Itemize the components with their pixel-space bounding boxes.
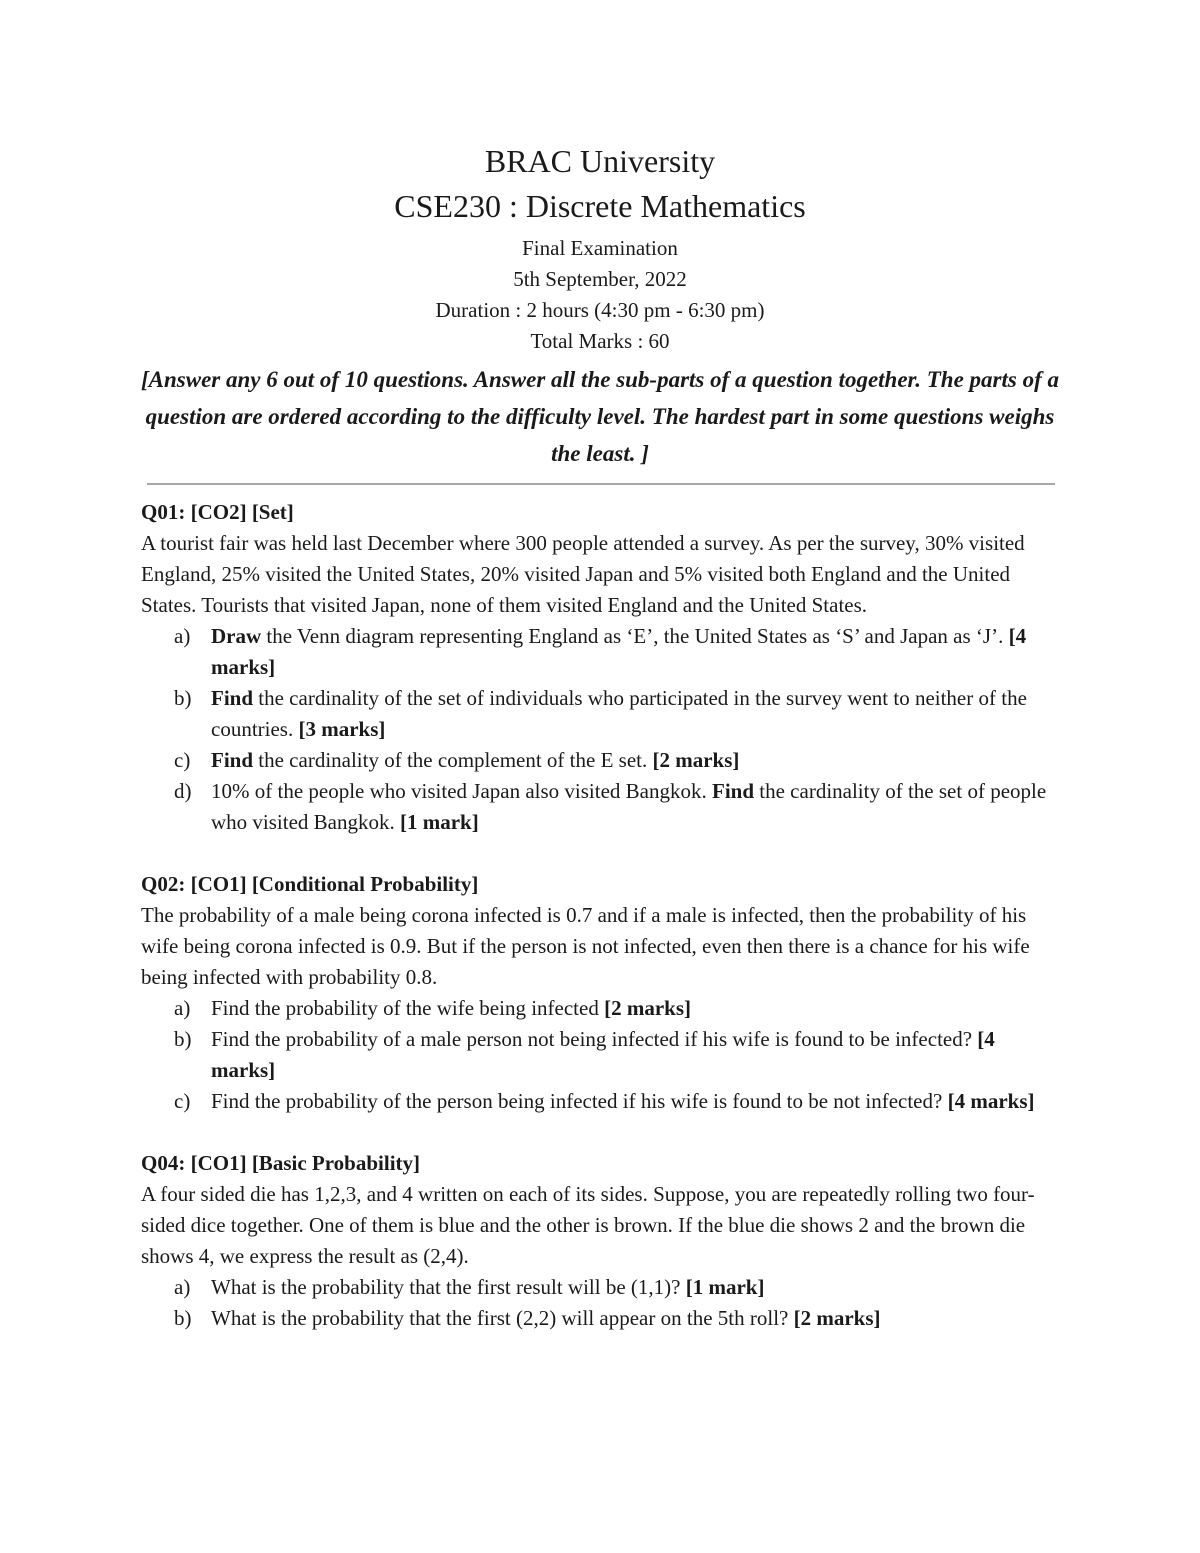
part-label: d) (174, 779, 192, 803)
part-text: What is the probability that the first result will be (1,1)? (211, 1275, 686, 1299)
part-label: a) (174, 996, 191, 1020)
question-q02 (141, 869, 1061, 1117)
part-marks: [2 marks] (604, 996, 691, 1020)
question-title: Q04: [CO1] [Basic Probability] (141, 1151, 421, 1175)
question-part (141, 1272, 1061, 1303)
part-text: the cardinality of the set of individuals who participated in the survey went to neither of the countries. (211, 686, 1027, 741)
question-q01 (141, 497, 1061, 838)
question-part (141, 1086, 1061, 1117)
part-label: b) (174, 686, 192, 710)
question-title: Q01: [CO2] [Set] (141, 500, 294, 524)
exam-name: Final Examination (522, 236, 678, 260)
question-part (141, 683, 1061, 745)
part-pre-text: 10% of the people who visited Japan also visited Bangkok. (211, 779, 712, 803)
question-part (141, 621, 1061, 683)
part-label: a) (174, 1275, 191, 1299)
part-text: the cardinality of the complement of the E set. (253, 748, 653, 772)
part-marks: [2 marks] (652, 748, 740, 772)
part-label: b) (174, 1027, 192, 1051)
question-text: A four sided die has 1,2,3, and 4 written on each of its sides. Suppose, you are repeatedly rolling two four-sided dice together. One of them is blue and the other is brown. If the blue die shows 2 and the brown die shows 4, we express the result as (2,4). (141, 1182, 1035, 1268)
question-q04 (141, 1148, 1061, 1334)
course-title: CSE230 : Discrete Mathematics (394, 188, 806, 224)
part-text: the cardinality of the set of people who visited Bangkok. (211, 779, 1047, 834)
part-text: Find the probability of a male person not being infected if his wife is found to be infected? (211, 1027, 978, 1051)
question-title: Q02: [CO1] [Conditional Probability] (141, 872, 479, 896)
question-part (141, 745, 1061, 776)
exam-header (0, 140, 1200, 472)
question-part (141, 1303, 1061, 1334)
exam-instructions: [Answer any 6 out of 10 questions. Answer all the sub-parts of a question together. The parts of a question are ordered according to the difficulty level. The hardest part in some questions weighs the least. ] (140, 367, 1059, 466)
part-marks: [1 mark] (400, 810, 479, 834)
question-part (141, 776, 1061, 838)
question-text: A tourist fair was held last December where 300 people attended a survey. As per the survey, 30% visited England, 25% visited the United States, 20% visited Japan and 5% visited both England and the United States. Tourists that visited Japan, none of them visited England and the United States. (141, 531, 1025, 617)
part-label: c) (174, 1089, 191, 1113)
part-label: a) (174, 624, 191, 648)
header-divider (147, 483, 1055, 485)
exam-date: 5th September, 2022 (513, 267, 687, 291)
part-label: b) (174, 1306, 192, 1330)
question-part (141, 1024, 1061, 1086)
part-marks: [4 marks] (211, 1027, 995, 1082)
question-part (141, 993, 1061, 1024)
exam-duration: Duration : 2 hours (4:30 pm - 6:30 pm) (435, 298, 765, 322)
part-marks: [3 marks] (298, 717, 386, 741)
part-verb: Find (211, 748, 254, 772)
part-label: c) (174, 748, 191, 772)
question-parts (141, 621, 1061, 838)
part-text: the Venn diagram representing England as ‘E’, the United States as ‘S’ and Japan as ‘J’. (261, 624, 1009, 648)
questions-section (141, 497, 1061, 1365)
part-verb: Draw (211, 624, 262, 648)
question-parts (141, 1272, 1061, 1334)
part-text: Find the probability of the person being infected if his wife is found to be not infected? (211, 1089, 948, 1113)
part-verb: Find (211, 686, 254, 710)
part-marks: [4 marks] (211, 624, 1027, 679)
part-text: Find the probability of the wife being infected (211, 996, 605, 1020)
university-name: BRAC University (484, 143, 716, 179)
part-text: What is the probability that the first (2,2) will appear on the 5th roll? (211, 1306, 794, 1330)
question-parts (141, 993, 1061, 1117)
exam-total-marks: Total Marks : 60 (530, 329, 670, 353)
part-marks: [2 marks] (793, 1306, 881, 1330)
part-marks: [1 mark] (685, 1275, 765, 1299)
part-marks: [4 marks] (947, 1089, 1035, 1113)
question-text: The probability of a male being corona infected is 0.7 and if a male is infected, then the probability of his wife being corona infected is 0.9. But if the person is not infected, even then there is a chance for his wife being infected with probability 0.8. (141, 903, 1030, 989)
part-verb: Find (712, 779, 755, 803)
